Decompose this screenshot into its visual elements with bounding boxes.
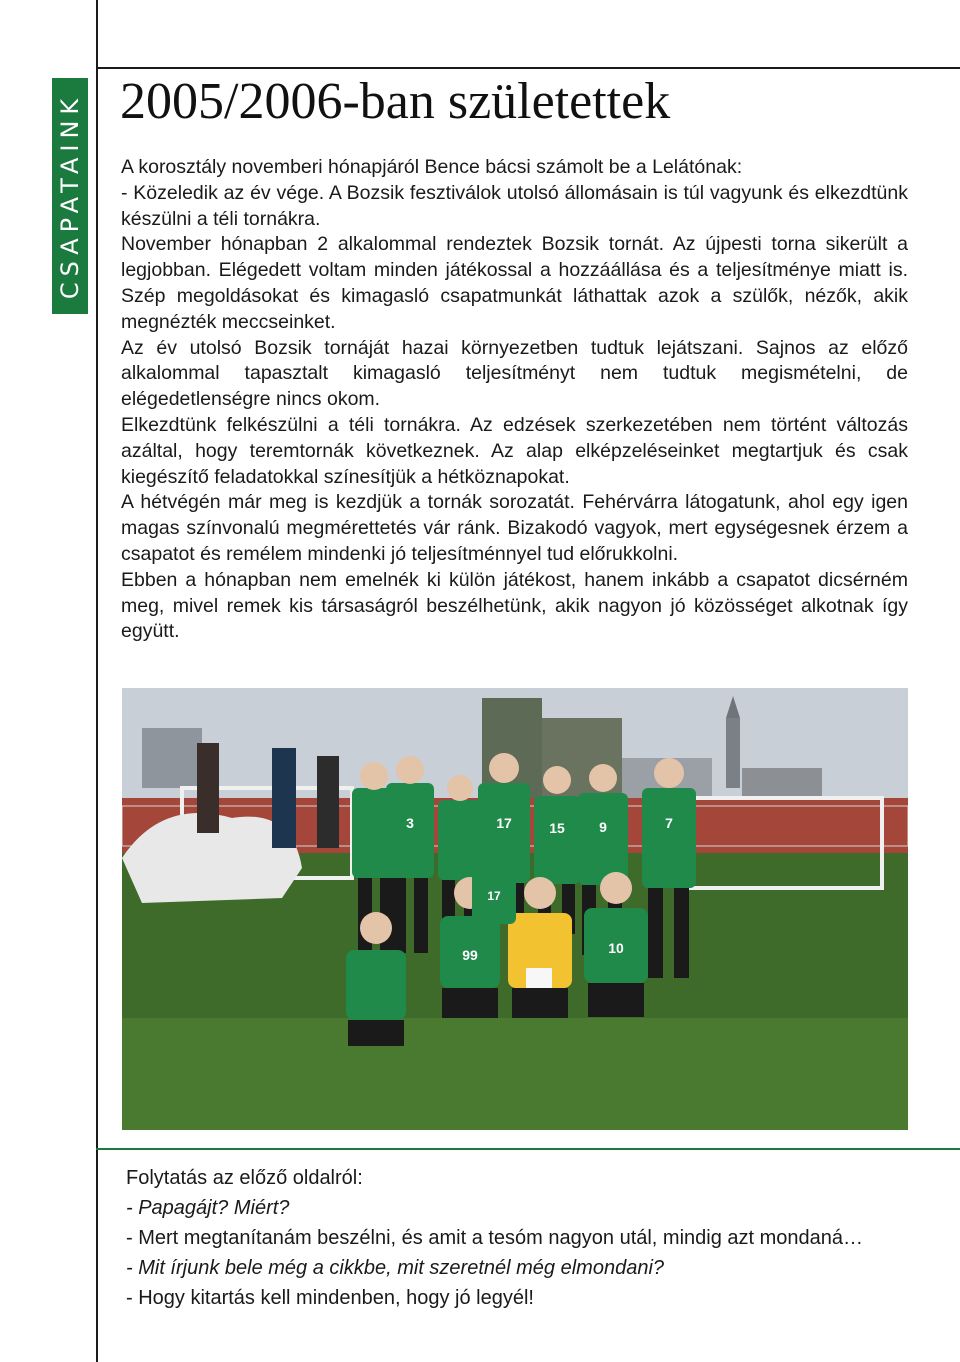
- interview-line: - Mert megtanítanám beszélni, és amit a tesóm nagyon utál, mindig azt mondaná…: [126, 1227, 864, 1249]
- jersey-number: 17: [496, 815, 512, 831]
- article-body: [121, 155, 908, 645]
- section-label: CSAPATAINK: [56, 92, 84, 300]
- left-rule: [96, 0, 98, 1362]
- interview-line: - Papagájt? Miért?: [126, 1197, 290, 1219]
- section-tab: [52, 78, 88, 314]
- player-front-row: [472, 864, 516, 924]
- team-photo: [122, 688, 908, 1130]
- team-photo-illustration: [122, 688, 908, 1130]
- jersey-number: 9: [599, 819, 607, 835]
- article-paragraph: Ebben a hónapban nem emelnék ki külön játékost, hanem inkább a csapatot dicsérném meg, mivel remek kis társaságról beszélhetünk, akik nagyon jó közösséget alkotnak így együtt.: [121, 568, 908, 643]
- top-rule: [96, 67, 960, 69]
- spectator: [317, 756, 339, 848]
- building: [742, 768, 822, 798]
- article-paragraph: A hétvégén már meg is kezdjük a tornák sorozatát. Fehérvárra látogatunk, ahol egy igen magas színvonalú megmérettetés vár ránk. Bizakodó vagyok, mert egységesnek érzem a csapatot és remélem mindenki jó teljesítménnyel tud előrukkolni.: [121, 491, 908, 565]
- article-paragraph: - Közeledik az év vége. A Bozsik fesztiválok utolsó állomásain is túl vagyunk és elkezdtünk készülni a téli tornákra.: [121, 181, 908, 230]
- jersey-number: 17: [487, 889, 501, 903]
- section-divider: [96, 1148, 960, 1150]
- article-paragraph: November hónapban 2 alkalommal rendeztek Bozsik tornát. Az újpesti torna sikerült a legjobban. Elégedett voltam minden játékossal a hozzáállása és a teljesítménye miatt is. Szép megoldásokat és kimagasló csapatmunkát láthattak azok a szülők, nézők, akik megnézték meccseinket.: [121, 233, 908, 333]
- building: [142, 728, 202, 788]
- continuation-box: [126, 1163, 913, 1313]
- pitch-foreground: [122, 1018, 908, 1130]
- jersey-number: 15: [549, 820, 565, 836]
- interview-line: - Mit írjunk bele még a cikkbe, mit szeretnél még elmondani?: [126, 1257, 665, 1279]
- jersey-number: 3: [406, 815, 414, 831]
- interview-line: - Hogy kitartás kell mindenben, hogy jó legyél!: [126, 1287, 534, 1309]
- jersey-number: 10: [608, 940, 624, 956]
- continuation-heading: Folytatás az előző oldalról:: [126, 1167, 363, 1189]
- jersey-number: 7: [665, 815, 673, 831]
- article-paragraph: Az év utolsó Bozsik tornáját hazai környezetben tudtuk lejátszani. Sajnos az előző alkalommal tapasztalt kimagasló teljesítményt nem tudtuk megismételni, de elégedetlenségre nincs okom.: [121, 336, 908, 411]
- church-tower: [726, 718, 740, 788]
- page-title: 2005/2006-ban születettek: [120, 73, 671, 130]
- spectator: [197, 743, 219, 833]
- article-paragraph: Elkezdtünk felkészülni a téli tornákra. Az edzések szerkezetében nem történt változás azáltal, hogy teremtornák következnek. Az alap elképzeléseinket megtartjuk és csak kiegészítő feladatokkal színesítjük a hétköznapokat.: [121, 413, 908, 488]
- spectator: [272, 748, 296, 848]
- jersey-number: 99: [462, 947, 478, 963]
- article-paragraph: A korosztály novemberi hónapjáról Bence bácsi számolt be a Lelátónak:: [121, 156, 743, 178]
